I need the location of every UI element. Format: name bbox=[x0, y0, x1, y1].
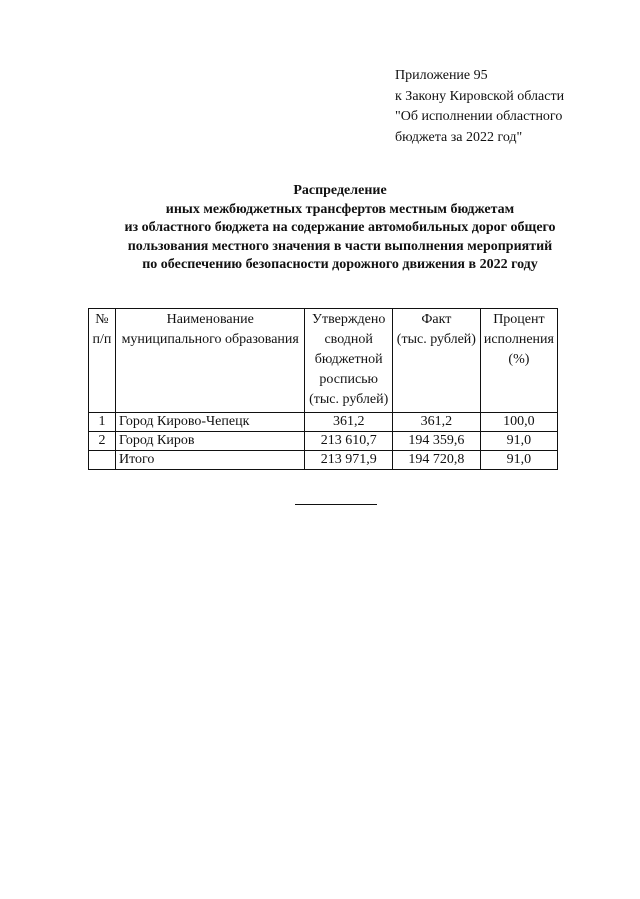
header-text: Факт bbox=[421, 312, 452, 327]
header-name bbox=[115, 309, 304, 413]
title-line: иных межбюджетных трансфертов местным бюджетам bbox=[165, 201, 515, 217]
cell-approved: 361,2 bbox=[305, 413, 393, 432]
header-text: № bbox=[95, 312, 109, 327]
cell-name: Город Кирово-Чепецк bbox=[115, 413, 304, 432]
header-text: исполнения bbox=[483, 332, 554, 347]
appendix-header bbox=[395, 66, 625, 148]
header-text: п/п bbox=[92, 332, 112, 347]
cell-num: 2 bbox=[89, 432, 116, 451]
header-num bbox=[89, 309, 116, 413]
table-row-total bbox=[89, 451, 558, 470]
transfers-table bbox=[88, 308, 558, 470]
header-text: росписью bbox=[319, 372, 378, 387]
cell-approved: 213 610,7 bbox=[305, 432, 393, 451]
header-text: (%) bbox=[508, 352, 530, 367]
cell-num bbox=[89, 451, 116, 470]
title-line: Распределение bbox=[293, 183, 387, 198]
header-text: бюджетной bbox=[314, 352, 383, 367]
document-title bbox=[60, 182, 620, 275]
header-percent bbox=[480, 309, 557, 413]
header-text: Наименование bbox=[166, 312, 254, 327]
table-body bbox=[89, 413, 558, 470]
appendix-line: бюджета за 2022 год" bbox=[395, 129, 523, 145]
title-line: по обеспечению безопасности дорожного движения в 2022 году bbox=[142, 257, 538, 272]
cell-name: Итого bbox=[115, 451, 304, 470]
cell-percent: 100,0 bbox=[480, 413, 557, 432]
cell-name: Город Киров bbox=[115, 432, 304, 451]
appendix-line: к Закону Кировской области bbox=[395, 88, 565, 104]
title-line: пользования местного значения в части выполнения мероприятий bbox=[127, 238, 553, 254]
closing-rule bbox=[295, 504, 377, 505]
appendix-line: Приложение 95 bbox=[395, 68, 488, 83]
header-text: Процент bbox=[493, 312, 545, 327]
header-fact bbox=[392, 309, 480, 413]
header-row bbox=[89, 309, 558, 413]
header-text: Утверждено bbox=[312, 312, 386, 327]
header-text: (тыс. рублей) bbox=[309, 392, 389, 407]
table-row bbox=[89, 413, 558, 432]
cell-percent: 91,0 bbox=[480, 451, 557, 470]
cell-fact: 194 720,8 bbox=[392, 451, 480, 470]
header-approved bbox=[305, 309, 393, 413]
header-text: муниципального образования bbox=[121, 332, 299, 347]
header-text: сводной bbox=[324, 332, 373, 347]
cell-fact: 361,2 bbox=[392, 413, 480, 432]
cell-num: 1 bbox=[89, 413, 116, 432]
table-header bbox=[89, 309, 558, 413]
cell-fact: 194 359,6 bbox=[392, 432, 480, 451]
cell-percent: 91,0 bbox=[480, 432, 557, 451]
table-row bbox=[89, 432, 558, 451]
appendix-line: "Об исполнении областного bbox=[395, 109, 563, 124]
title-line: из областного бюджета на содержание автомобильных дорог общего bbox=[124, 220, 556, 235]
cell-approved: 213 971,9 bbox=[305, 451, 393, 470]
header-text: (тыс. рублей) bbox=[396, 332, 476, 347]
